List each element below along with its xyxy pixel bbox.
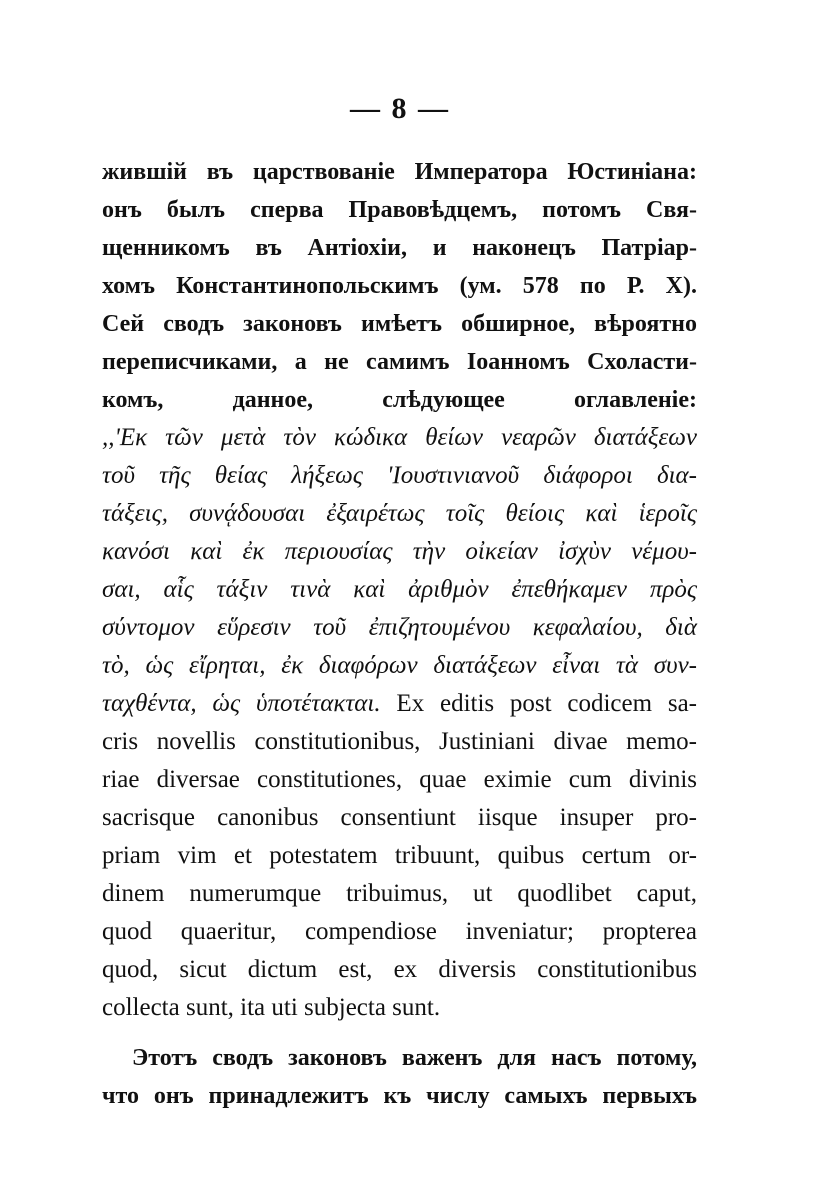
text-line: жившiй въ царствованiе Императора Юстинiана: (102, 159, 697, 185)
text-line: Сей сводъ законовъ имѣетъ обширное, вѣроятно (102, 311, 697, 337)
latin-line: dinem numerumque tribuimus, ut quodlibet caput, (102, 880, 697, 907)
text-line: щенникомъ въ Антiохiи, и наконецъ Патрiар- (102, 235, 697, 261)
greek-line: σαι, αἷς τάξιν τινὰ καὶ ἀριθμὸν ἐπεθήκαμεν πρὸς (102, 576, 697, 603)
page-number: — 8 — (350, 92, 450, 125)
text-line: переписчиками, а не самимъ Iоанномъ Схоласти- (102, 349, 697, 375)
latin-line: riae diversae constitutiones, quae eximie cum divinis (102, 766, 697, 793)
latin-fragment: Ex editis post codicem sa- (396, 690, 698, 717)
latin-line: sacrisque canonibus consentiunt iisque insuper pro- (102, 804, 697, 831)
text-line: комъ, данное, слѣдующее оглавленiе: (102, 387, 697, 413)
paragraph-gap (102, 1027, 697, 1039)
text-line: что онъ принадлежитъ къ числу самыхъ первыхъ (102, 1083, 697, 1109)
body-text (102, 153, 697, 1115)
greek-line: ,,'Εκ τῶν μετὰ τὸν κώδικα θείων νεαρῶν διατάξεων (102, 424, 697, 451)
text-line: онъ былъ сперва Правовѣдцемъ, потомъ Свя- (102, 197, 697, 223)
greek-line: τὸ, ὡς εἴρηται, ἐκ διαφόρων διατάξεων εἶναι τὰ συν- (102, 652, 697, 679)
mixed-line (102, 685, 697, 723)
greek-line: σύντομον εὕρεσιν τοῦ ἐπιζητουμένου κεφαλαίου, διὰ (102, 614, 697, 641)
greek-line: τάξεις, συνᾴδουσαι ἐξαιρέτως τοῖς θείοις καὶ ἱεροῖς (102, 500, 697, 527)
greek-line: τοῦ τῆς θείας λήξεως 'Ιουστινιανοῦ διάφοροι δια- (102, 462, 697, 489)
text-line: Этотъ сводъ законовъ важенъ для насъ потому, (132, 1045, 697, 1071)
text-line: хомъ Константинопольскимъ (ум. 578 по Р. X). (102, 273, 697, 299)
latin-line: quod quaeritur, compendiose inveniatur; propterea (102, 918, 697, 945)
latin-line: quod, sicut dictum est, ex diversis constitutionibus (102, 956, 697, 983)
latin-line: cris novellis constitutionibus, Justiniani divae memo- (102, 728, 697, 755)
latin-line: collecta sunt, ita uti subjecta sunt. (102, 994, 441, 1021)
latin-line: priam vim et potestatem tribuunt, quibus certum or- (102, 842, 697, 869)
greek-line: κανόσι καὶ ἐκ περιουσίας τὴν οἰκείαν ἰσχὺν νέμου- (102, 538, 697, 565)
greek-fragment: ταχθέντα, ὡς ὑποτέτακται. (102, 690, 381, 717)
